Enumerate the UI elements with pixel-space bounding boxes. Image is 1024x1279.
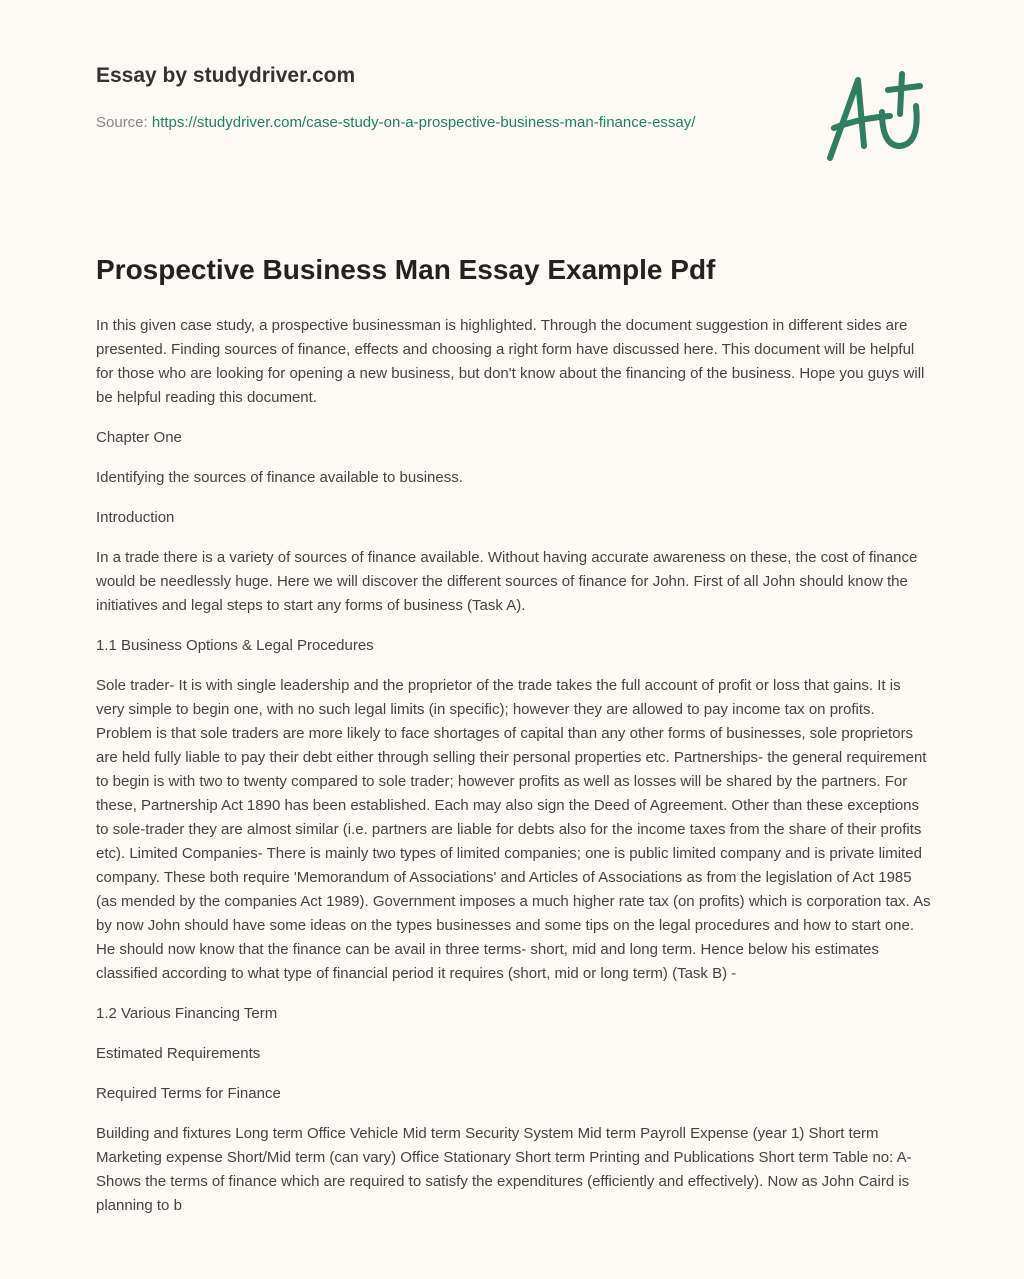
- heading-financing-term: 1.2 Various Financing Term: [96, 1005, 278, 1022]
- paragraph-sole-trader: Sole trader- It is with single leadership and the proprietor of the trade takes the full account of profit or loss that gains. It is very simple to begin one, with no such legal limits (in specific); however they are allowed to pay income tax on profits. Problem is that sole traders are more likely to face shortages of capital than any other forms of businesses, sole proprietors are held fully liable to pay their debt either through selling their personal properties etc. Partnerships- the general requirement to begin is with two to twenty compared to sole trader; however profits as well as losses will be shared by the partners. For these, Partnership Act 1890 has been established. Each may also sign the Deed of Agreement. Other than these exceptions to sole-trader they are almost similar (i.e. partners are liable for debts also for the income taxes from the share of their profits etc). Limited Companies- There is mainly two types of limited companies; one is public limited company and is private limited company. These both require 'Memorandum of Associations' and Articles of Associations as from the legislation of Act 1985 (as mended by the companies Act 1989). Government imposes a much higher rate tax (on profits) which is corporation tax. As by now John should have some ideas on the types businesses and some tips on the legal procedures and how to start one. He should now know that the finance can be avail in three terms- short, mid and long term. Hence below his estimates classified according to what type of financial period it requires (short, mid or long term) (Task B) -: [96, 677, 931, 982]
- paragraph-trade: In a trade there is a variety of sources of finance available. Without having accurate awareness on these, the cost of finance would be needlessly huge. Here we will discover the different sources of finance for John. First of all John should know the initiatives and legal steps to start any forms of business (Task A).: [96, 549, 918, 614]
- article-title: Prospective Business Man Essay Example Pdf: [96, 254, 716, 285]
- paragraph-table-text: Building and fixtures Long term Office Vehicle Mid term Security System Mid term Payroll Expense (year 1) Short term Marketing expense Short/Mid term (can vary) Office Stationary Short term Printing and Publications Short term Table no: A- Shows the terms of finance which are required to satisfy the expenditures (efficiently and effectively). Now as John Caird is planning to b: [96, 1125, 912, 1214]
- site-title: Essay by studydriver.com: [96, 64, 356, 87]
- source-label: Source:: [96, 114, 148, 131]
- heading-required-terms: Required Terms for Finance: [96, 1085, 281, 1102]
- a-plus-logo: [820, 66, 930, 166]
- heading-introduction: Introduction: [96, 509, 175, 526]
- heading-chapter-one: Chapter One: [96, 429, 182, 446]
- heading-estimated-requirements: Estimated Requirements: [96, 1045, 261, 1062]
- source-link[interactable]: https://studydriver.com/case-study-on-a-prospective-business-man-finance-essay/: [151, 114, 696, 131]
- article-body: [96, 314, 932, 1234]
- paragraph-identifying: Identifying the sources of finance available to business.: [96, 469, 463, 486]
- heading-business-options: 1.1 Business Options & Legal Procedures: [96, 637, 374, 654]
- paragraph-intro: In this given case study, a prospective businessman is highlighted. Through the document suggestion in different sides are presented. Finding sources of finance, effects and choosing a right form have discussed here. This document will be helpful for those who are looking for opening a new business, but don't know about the financing of the business. Hope you guys will be helpful reading this document.: [96, 317, 925, 406]
- source-line: [96, 111, 736, 135]
